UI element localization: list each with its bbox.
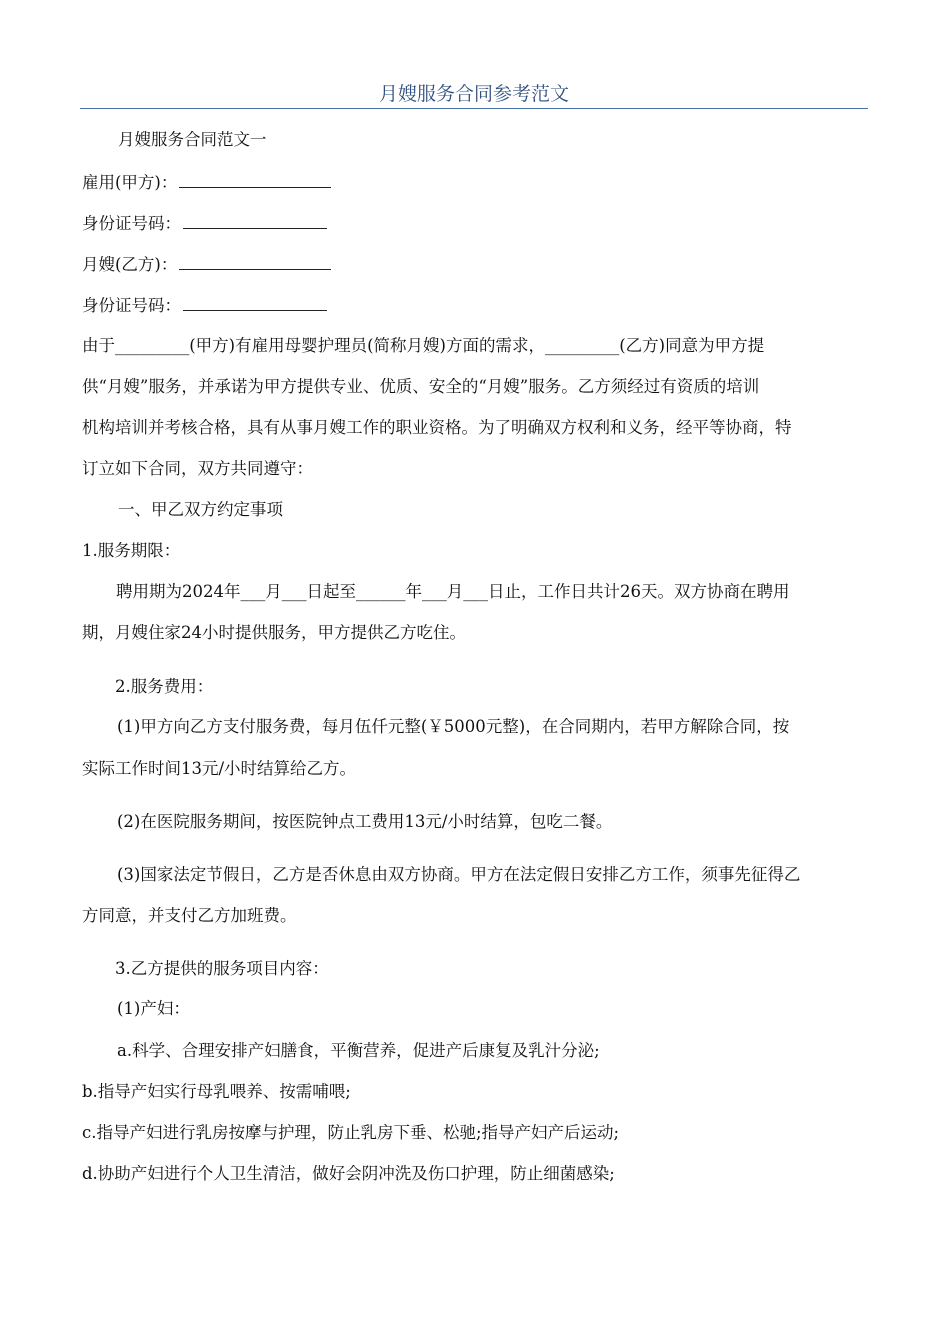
- sample-heading: 月嫂服务合同范文一: [118, 130, 267, 149]
- nanny-id-blank: [183, 294, 327, 311]
- service-period-line: 期，月嫂住家24小时提供服务，甲方提供乙方吃住。: [82, 623, 466, 642]
- nanny-label: 月嫂(乙方)：: [82, 255, 178, 274]
- list-item: b.指导产妇实行母乳喂养、按需哺喂;: [82, 1082, 351, 1101]
- nanny-id-field: [82, 294, 327, 317]
- list-item: d.协助产妇进行个人卫生清洁，做好会阴冲洗及伤口护理，防止细菌感染;: [82, 1164, 615, 1183]
- employer-id-label: 身份证号码：: [82, 214, 181, 233]
- list-item: a.科学、合理安排产妇膳食，平衡营养，促进产后康复及乳汁分泌;: [117, 1041, 600, 1060]
- fee-paragraph-line: 方同意，并支付乙方加班费。: [82, 906, 297, 925]
- title-divider: [80, 108, 868, 109]
- employer-label: 雇用(甲方)：: [82, 173, 178, 192]
- preamble-line: 机构培训并考核合格，具有从事月嫂工作的职业资格。为了明确双方权利和义务，经平等协商，特: [82, 418, 792, 437]
- employer-field: [82, 171, 331, 194]
- item-heading: 2.服务费用：: [115, 677, 214, 696]
- list-item: c.指导产妇进行乳房按摩与护理，防止乳房下垂、松驰;指导产妇产后运动;: [82, 1123, 620, 1142]
- document-title: 月嫂服务合同参考范文: [378, 83, 569, 105]
- employer-id-field: [82, 212, 327, 235]
- employer-blank: [179, 171, 331, 188]
- fee-paragraph-line: (1)甲方向乙方支付服务费，每月伍仟元整(￥5000元整)，在合同期内，若甲方解除合同，按: [117, 717, 790, 736]
- nanny-field: [82, 253, 331, 276]
- section-heading: 一、甲乙双方约定事项: [118, 500, 283, 519]
- fee-paragraph-line: (3)国家法定节假日，乙方是否休息由双方协商。甲方在法定假日安排乙方工作，须事先征得乙: [117, 865, 801, 884]
- item-heading: 3.乙方提供的服务项目内容：: [115, 959, 329, 978]
- employer-id-blank: [183, 212, 327, 229]
- preamble-line: 供“月嫂”服务，并承诺为甲方提供专业、优质、安全的“月嫂”服务。乙方须经过有资质的培训: [82, 377, 760, 396]
- item-heading: 1.服务期限：: [82, 541, 181, 560]
- nanny-id-label: 身份证号码：: [82, 296, 181, 315]
- preamble-line: 订立如下合同，双方共同遵守：: [82, 459, 313, 478]
- sub-item-heading: (1)产妇：: [117, 999, 190, 1018]
- nanny-blank: [179, 253, 331, 270]
- fee-paragraph-line: 实际工作时间13元/小时结算给乙方。: [82, 759, 357, 778]
- service-period-line: 聘用期为2024年___月___日起至______年___月___日止，工作日共计26天。双方协商在聘用: [116, 582, 790, 601]
- fee-paragraph-line: (2)在医院服务期间，按医院钟点工费用13元/小时结算，包吃二餐。: [117, 812, 613, 831]
- preamble-line: 由于_________(甲方)有雇用母婴护理员(简称月嫂)方面的需求，_________(乙方)同意为甲方提: [82, 336, 765, 355]
